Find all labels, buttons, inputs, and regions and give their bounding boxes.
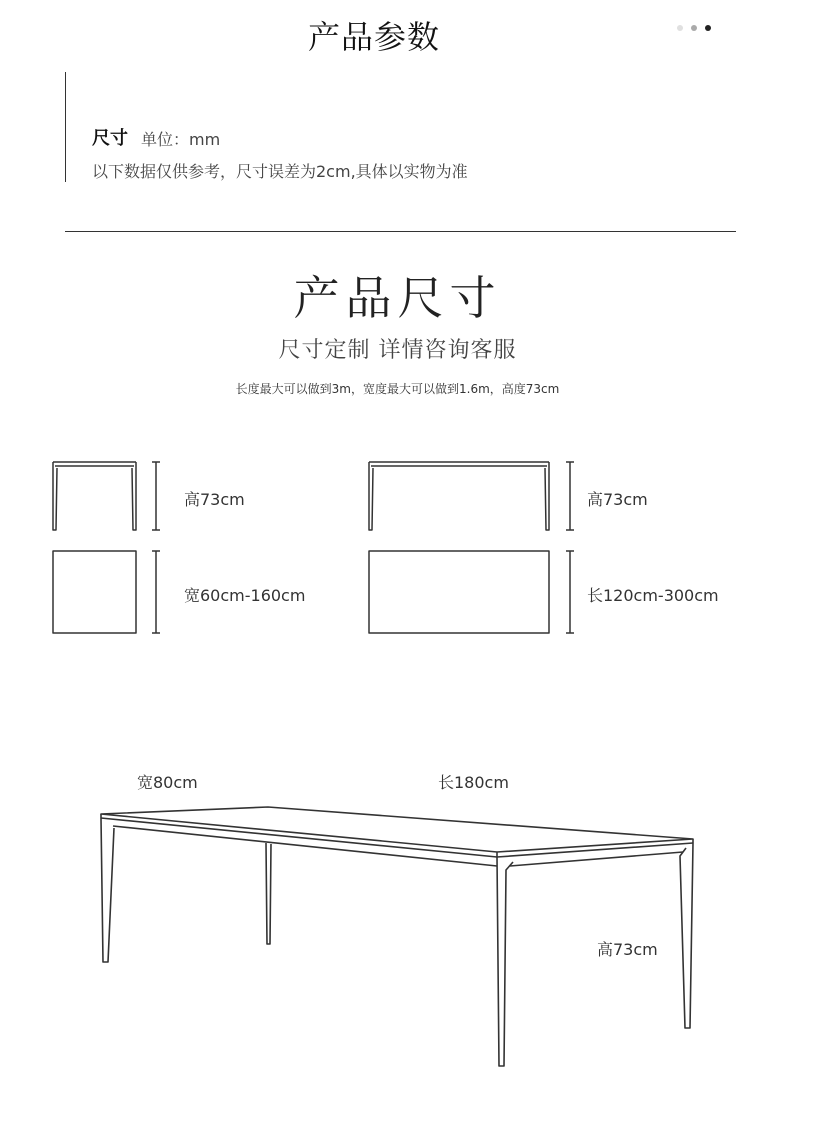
large-table-side-view bbox=[369, 462, 549, 530]
large-height-label: 高73cm bbox=[587, 490, 648, 509]
large-table-top-view bbox=[369, 551, 549, 633]
small-height-dimension bbox=[152, 462, 160, 530]
perspective-width-label: 宽80cm bbox=[137, 773, 198, 792]
small-table-top-view bbox=[53, 551, 136, 633]
large-length-label: 长120cm-300cm bbox=[587, 586, 719, 605]
small-table-side-view bbox=[53, 462, 136, 530]
large-height-dimension bbox=[566, 462, 574, 530]
perspective-height-label: 高73cm bbox=[597, 940, 658, 959]
page-title: 产品参数 bbox=[307, 18, 440, 56]
size-label: 尺寸 bbox=[92, 128, 128, 149]
small-height-label: 高73cm bbox=[184, 490, 245, 509]
size-note: 以下数据仅供参考，尺寸误差为2cm,具体以实物为准 bbox=[92, 162, 468, 181]
section-subtitle: 尺寸定制 详情咨询客服 bbox=[278, 338, 517, 363]
section-title: 产品尺寸 bbox=[293, 271, 502, 325]
unit-label: 单位：mm bbox=[141, 130, 221, 149]
large-length-dimension bbox=[566, 551, 574, 633]
perspective-length-label: 长180cm bbox=[438, 773, 509, 792]
section-description: 长度最大可以做到3m，宽度最大可以做到1.6m，高度73cm bbox=[235, 382, 560, 396]
small-width-label: 宽60cm-160cm bbox=[184, 586, 306, 605]
small-width-dimension bbox=[152, 551, 160, 633]
